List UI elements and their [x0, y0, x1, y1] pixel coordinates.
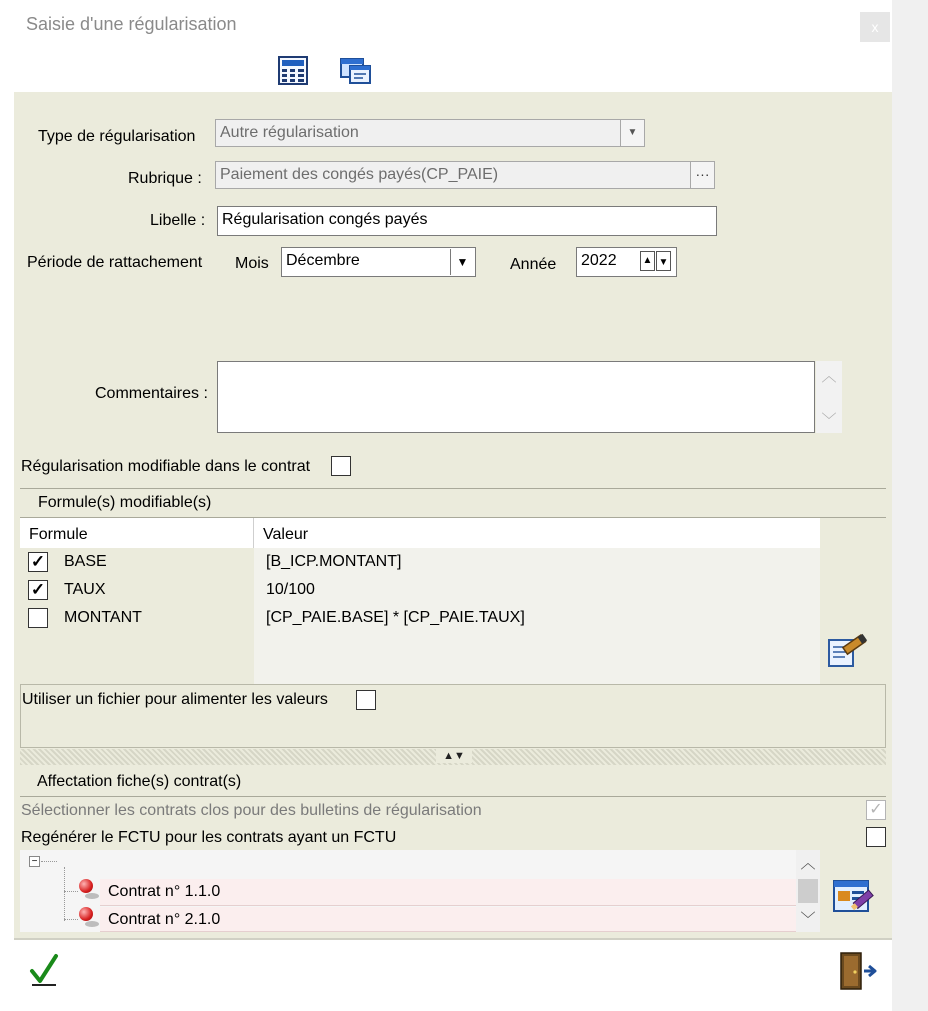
formule-taux-name: TAUX: [64, 581, 106, 598]
fctu-checkbox[interactable]: [866, 827, 886, 847]
close-button[interactable]: x: [860, 12, 890, 42]
affectation-section-title: Affectation fiche(s) contrat(s): [37, 773, 242, 790]
commentaires-textarea[interactable]: [217, 361, 815, 433]
chevron-down-icon[interactable]: ﹀: [800, 911, 816, 928]
column-header-valeur[interactable]: Valeur: [263, 526, 309, 543]
fichier-label: Utiliser un fichier pour alimenter les valeurs: [22, 691, 328, 708]
contrat-status-icon: [79, 907, 93, 921]
annee-up-button[interactable]: ▲: [640, 251, 655, 271]
rubrique-value: Paiement des congés payés(CP_PAIE): [220, 166, 499, 183]
contrat-status-icon: [79, 879, 93, 893]
annee-down-button[interactable]: ▼: [656, 251, 671, 271]
tree-root-obscured[interactable]: [62, 855, 272, 867]
splitter-arrows-icon[interactable]: ▲▼: [436, 749, 472, 763]
libelle-label: Libelle :: [150, 212, 206, 229]
tree-line: [64, 867, 65, 921]
commentaires-scrollbar[interactable]: [816, 361, 842, 433]
type-label: Type de régularisation: [38, 128, 196, 145]
mois-combo[interactable]: [281, 247, 476, 277]
contrats-clos-checkbox: ✓: [866, 800, 886, 820]
column-header-formule[interactable]: Formule: [29, 526, 88, 543]
contrat-2-label[interactable]: Contrat n° 2.1.0: [108, 911, 221, 928]
formule-base-name: BASE: [64, 553, 107, 570]
contrat-1-label[interactable]: Contrat n° 1.1.0: [108, 883, 221, 900]
window-icon[interactable]: [340, 57, 372, 85]
type-dropdown-button[interactable]: ▼: [620, 120, 644, 146]
modifiable-label: Régularisation modifiable dans le contrat: [21, 458, 311, 475]
type-value: Autre régularisation: [220, 124, 359, 141]
window-shadow: [892, 0, 928, 1011]
type-combo[interactable]: [215, 119, 645, 147]
formules-section-title: Formule(s) modifiable(s): [38, 494, 212, 511]
mois-value: Décembre: [286, 252, 360, 269]
scrollbar-thumb[interactable]: [798, 879, 818, 903]
rubrique-label: Rubrique :: [128, 170, 202, 187]
collapse-icon[interactable]: −: [29, 856, 40, 867]
libelle-value: Régularisation congés payés: [222, 211, 428, 228]
annee-label: Année: [510, 256, 557, 273]
fichier-checkbox[interactable]: [356, 690, 376, 710]
formule-taux-checkbox[interactable]: ✓: [28, 580, 48, 600]
formule-taux-value[interactable]: 10/100: [266, 581, 315, 598]
mois-label: Mois: [235, 255, 269, 272]
exit-door-icon[interactable]: [838, 951, 880, 991]
tree-line: [41, 861, 57, 862]
divider: [20, 488, 886, 489]
formule-montant-value[interactable]: [CP_PAIE.BASE] * [CP_PAIE.TAUX]: [266, 609, 525, 626]
commentaires-label: Commentaires :: [95, 385, 208, 402]
formule-montant-name: MONTANT: [64, 609, 142, 626]
mois-dropdown-button[interactable]: ▼: [450, 249, 474, 275]
rubrique-field[interactable]: [215, 161, 715, 189]
edit-contract-icon[interactable]: [832, 877, 876, 917]
chevron-down-icon[interactable]: ﹀: [821, 412, 837, 429]
formule-montant-checkbox[interactable]: [28, 608, 48, 628]
checkmark-icon[interactable]: [29, 953, 59, 987]
chevron-up-icon[interactable]: ︿: [800, 855, 816, 872]
modifiable-checkbox[interactable]: [331, 456, 351, 476]
tree-line: [64, 919, 78, 920]
fctu-label: Regénérer le FCTU pour les contrats ayant un FCTU: [21, 829, 397, 846]
edit-document-icon[interactable]: [827, 630, 869, 668]
contrats-clos-label: Sélectionner les contrats clos pour des bulletins de régularisation: [21, 802, 482, 819]
formule-base-checkbox[interactable]: ✓: [28, 552, 48, 572]
footer-divider: [14, 938, 892, 940]
contrat-status-icon-base: [85, 893, 99, 899]
formule-base-value[interactable]: [B_ICP.MONTANT]: [266, 553, 402, 570]
chevron-up-icon[interactable]: ︿: [821, 368, 837, 385]
calculator-icon[interactable]: [277, 56, 309, 86]
formules-grid-header: [20, 518, 820, 548]
contrat-status-icon-base: [85, 921, 99, 927]
rubrique-browse-button[interactable]: ···: [690, 162, 714, 188]
divider: [20, 796, 886, 797]
annee-value: 2022: [581, 252, 617, 269]
libelle-input[interactable]: [217, 206, 717, 236]
column-divider: [253, 518, 254, 548]
window-title: Saisie d'une régularisation: [26, 14, 237, 34]
periode-label: Période de rattachement: [27, 254, 203, 271]
tree-line: [64, 891, 78, 892]
